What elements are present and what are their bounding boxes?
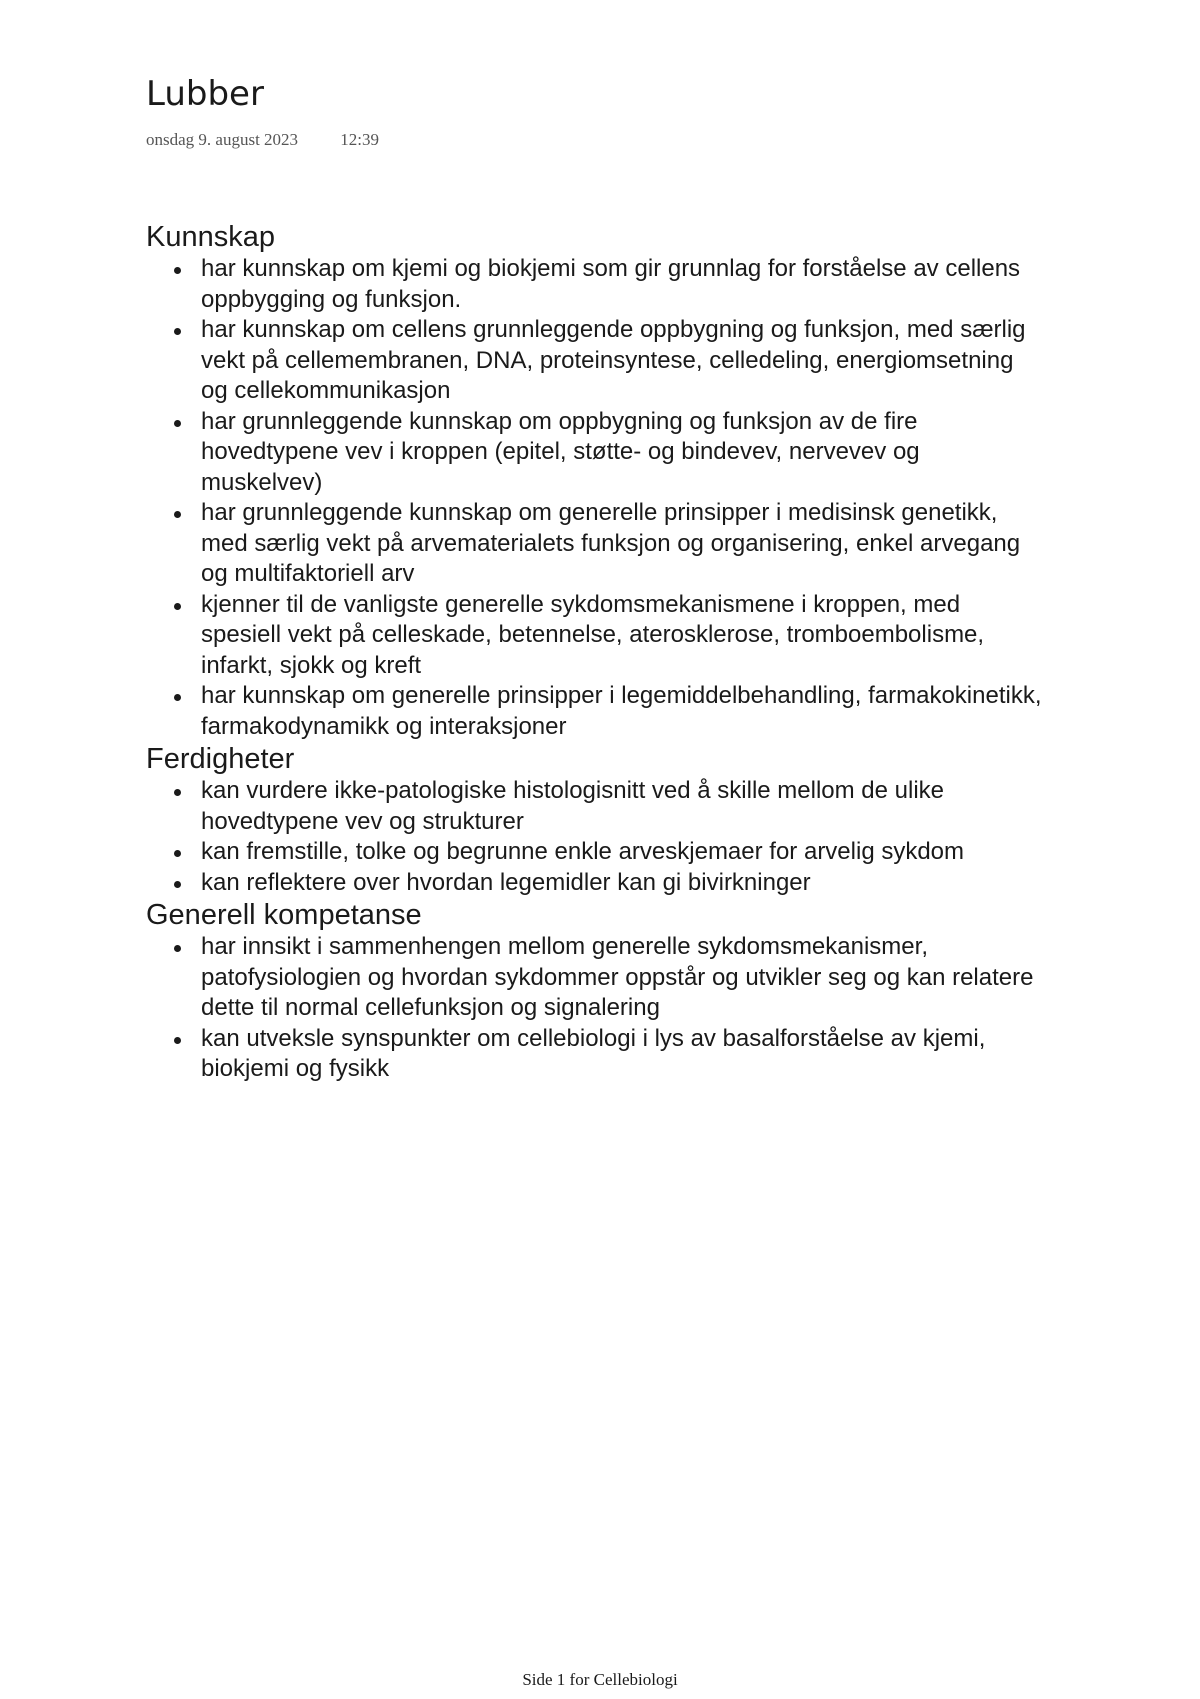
bullet-icon (174, 420, 181, 427)
list-item-text: kan vurdere ikke-patologiske histologisnitt ved å skille mellom de ulike hovedtypene vev og strukturer (201, 777, 945, 835)
list-item-text: har grunnleggende kunnskap om oppbygning og funksjon av de fire hovedtypene vev i kroppen (epitel, støtte- og bindevev, nervevev og muskelvev) (201, 407, 920, 496)
list-item-text: kan reflektere over hvordan legemidler kan gi bivirkninger (201, 868, 811, 896)
list-item (146, 932, 1046, 1024)
bullet-icon (174, 789, 181, 796)
section-heading-kunnskap: Kunnskap (146, 221, 275, 253)
list-item-text: har kunnskap om generelle prinsipper i legemiddelbehandling, farmakokinetikk, farmakodynamikk og interaksjoner (201, 682, 1042, 740)
note-content (146, 220, 1046, 1085)
bullet-icon (174, 945, 181, 952)
section-heading-ferdigheter: Ferdigheter (146, 743, 295, 775)
bullet-icon (174, 694, 181, 701)
list-item (146, 868, 1046, 899)
bullet-icon (174, 850, 181, 857)
list-item-text: har innsikt i sammenhengen mellom generelle sykdomsmekanismer, patofysiologien og hvordan sykdommer oppstår og utvikler seg og kan relatere dette til normal cellefunksjon og signalering (201, 933, 1034, 1021)
section-heading-generell-kompetanse: Generell kompetanse (146, 899, 422, 931)
bullet-icon (174, 511, 181, 518)
bullet-icon (174, 1037, 181, 1044)
kunnskap-list (146, 254, 1046, 742)
list-item (146, 498, 1046, 590)
list-item (146, 407, 1046, 499)
list-item-text: kan utveksle synspunkter om cellebiologi i lys av basalforståelse av kjemi, biokjemi og fysikk (201, 1024, 986, 1082)
bullet-icon (174, 267, 181, 274)
list-item-text: har grunnleggende kunnskap om generelle prinsipper i medisinsk genetikk, med særlig vekt på arvematerialets funksjon og organisering, enkel arvegang og multifaktoriell arv (201, 499, 1021, 587)
page-time: 12:39 (340, 130, 380, 149)
list-item-text: kjenner til de vanligste generelle sykdomsmekanismene i kroppen, med spesiell vekt på celleskade, betennelse, aterosklerose, tromboembolisme, infarkt, sjokk og kreft (201, 590, 985, 679)
list-item-text: har kunnskap om cellens grunnleggende oppbygning og funksjon, med særlig vekt på cellemembranen, DNA, proteinsyntese, celledeling, energiomsetning og cellekommunikasjon (201, 316, 1026, 404)
generell-kompetanse-list (146, 932, 1046, 1085)
list-item (146, 837, 1046, 868)
page-date: onsdag 9. august 2023 (146, 130, 299, 149)
page-meta (146, 130, 379, 150)
list-item (146, 776, 1046, 837)
list-item-text: kan fremstille, tolke og begrunne enkle arveskjemaer for arvelig sykdom (201, 838, 965, 865)
list-item (146, 590, 1046, 682)
ferdigheter-list (146, 776, 1046, 898)
list-item (146, 681, 1046, 742)
page-footer: Side 1 for Cellebiologi (522, 1670, 678, 1689)
list-item (146, 315, 1046, 407)
list-item (146, 254, 1046, 315)
bullet-icon (174, 328, 181, 335)
bullet-icon (174, 881, 181, 888)
list-item (146, 1024, 1046, 1085)
bullet-icon (174, 603, 181, 610)
page-title: Lubber (146, 74, 264, 114)
list-item-text: har kunnskap om kjemi og biokjemi som gir grunnlag for forståelse av cellens oppbygging og funksjon. (201, 255, 1021, 313)
